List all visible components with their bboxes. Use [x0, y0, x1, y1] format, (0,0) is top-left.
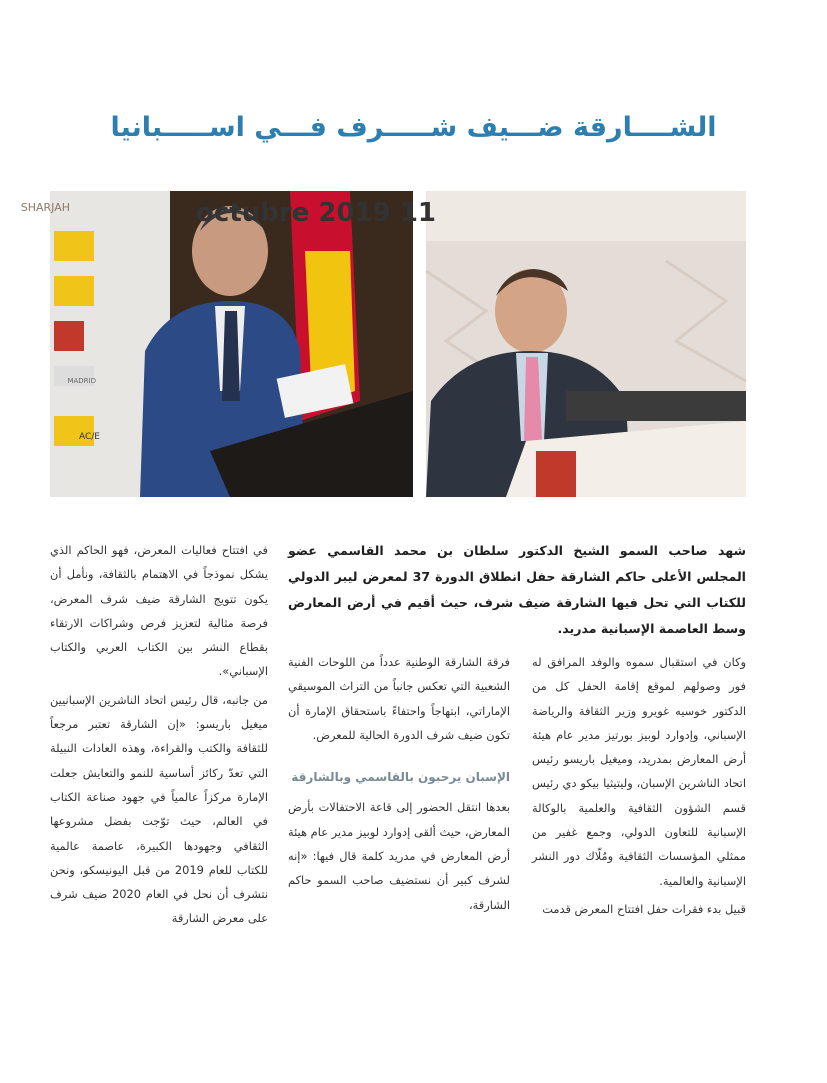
- paragraph: من جانبه، قال رئيس اتحاد الناشرين الإسبانيين ميغيل باريسو: «إن الشارقة تعتبر مرجعاً للثقافة والكتب والقراءة، وهذه العادات النبيلة التي تعدّ ركائز أساسية للنمو والتعايش جعلت الإمارة مركزاً عالمياً في جهود صناعة الكتاب في العالم، حيث توّجت بفضل مشروعها الثقافي وجهودها الكبيرة، عاصمة عالمية للكتاب للعام 2019 من قبل اليونيسكو، ونحن نتشرف أن نحل في العام 2020 ضيف شرف على معرض الشارقة: [50, 692, 268, 926]
- banner-date-text: 11 octubre 2019: [196, 198, 436, 228]
- logo-ace-text: AC/E: [78, 432, 100, 442]
- banner-sharjah-text: SHARJAH: [20, 201, 70, 214]
- paragraph: قبيل بدء فقرات حفل افتتاح المعرض قدمت: [542, 901, 746, 916]
- article-title: الشــــارقة ضـــيف شـــــرف فـــي اســـــبانيا: [110, 112, 717, 143]
- paragraph: في افتتاح فعاليات المعرض، فهو الحاكم الذي يشكل نموذجاً في الاهتمام بالثقافة، ونأمل أن يكون تتويج الشارقة ضيف شرف المعرض، فرصة مثالية لتعزيز فرص وشراكات الارتقاء بقطاع النشر بين الكتاب العربي والكتاب الإسباني».: [50, 543, 268, 679]
- column-middle: [288, 650, 510, 921]
- paragraph: فرقة الشارقة الوطنية عدداً من اللوحات الفنية الشعبية التي تعكس جانباً من التراث الموسيقي الإماراتي، ابتهاجاً واحتفاءً باستحقاق الإمارة أن تكون ضيف شرف الدورة الحالية للمعرض.: [288, 655, 510, 742]
- photo-speaker-left: [20, 191, 413, 497]
- logo-madrid-text: MADRID: [67, 377, 96, 385]
- column-left: [50, 538, 268, 935]
- paragraph: بعدها انتقل الحضور إلى قاعة الاحتفالات بأرض المعارض، حيث ألقى إدوارد لوبيز مدير عام هيئة أرض المعارض في مدريد كلمة قال فيها: «إنه لشرف كبير أن نستضيف صاحب السمو حاكم الشارقة،: [288, 800, 510, 912]
- photo-speaker-right: [196, 191, 746, 497]
- article-lead: شهد صاحب السمو الشيخ الدكتور سلطان بن محمد القاسمي عضو المجلس الأعلى حاكم الشارقة حفل انطلاق الدورة 37 لمعرض ليبر الدولي للكتاب التي تحل فيها الشارقة ضيف شرف، حيث أقيم في أرض المعارض وسط العاصمة الإسبانية مدريد.: [288, 543, 746, 636]
- column-right: [532, 650, 746, 925]
- section-subheading: الإسبان يرحبون بالقاسمي وبالشارقة: [291, 770, 510, 785]
- paragraph: وكان في استقبال سموه والوفد المرافق له فور وصولهم لموقع إقامة الحفل كل من الدكتور خوسيه غويرو وزير الثقافة والرياضة الإسباني، وإدوارد لوبيز بورتيز مدير عام هيئة أرض المعارض بمدريد، وميغيل باريسو رئيس اتحاد الناشرين الإسبان، وليتيثيا بيكو دي رئيس قسم الشؤون الثقافية والعلمية بالوكالة الإسبانية للتعاون الدولي، وجمع غفير من ممثلي المؤسسات الثقافية ومُلّاك دور النشر الإسبانية والعالمية.: [532, 655, 746, 888]
